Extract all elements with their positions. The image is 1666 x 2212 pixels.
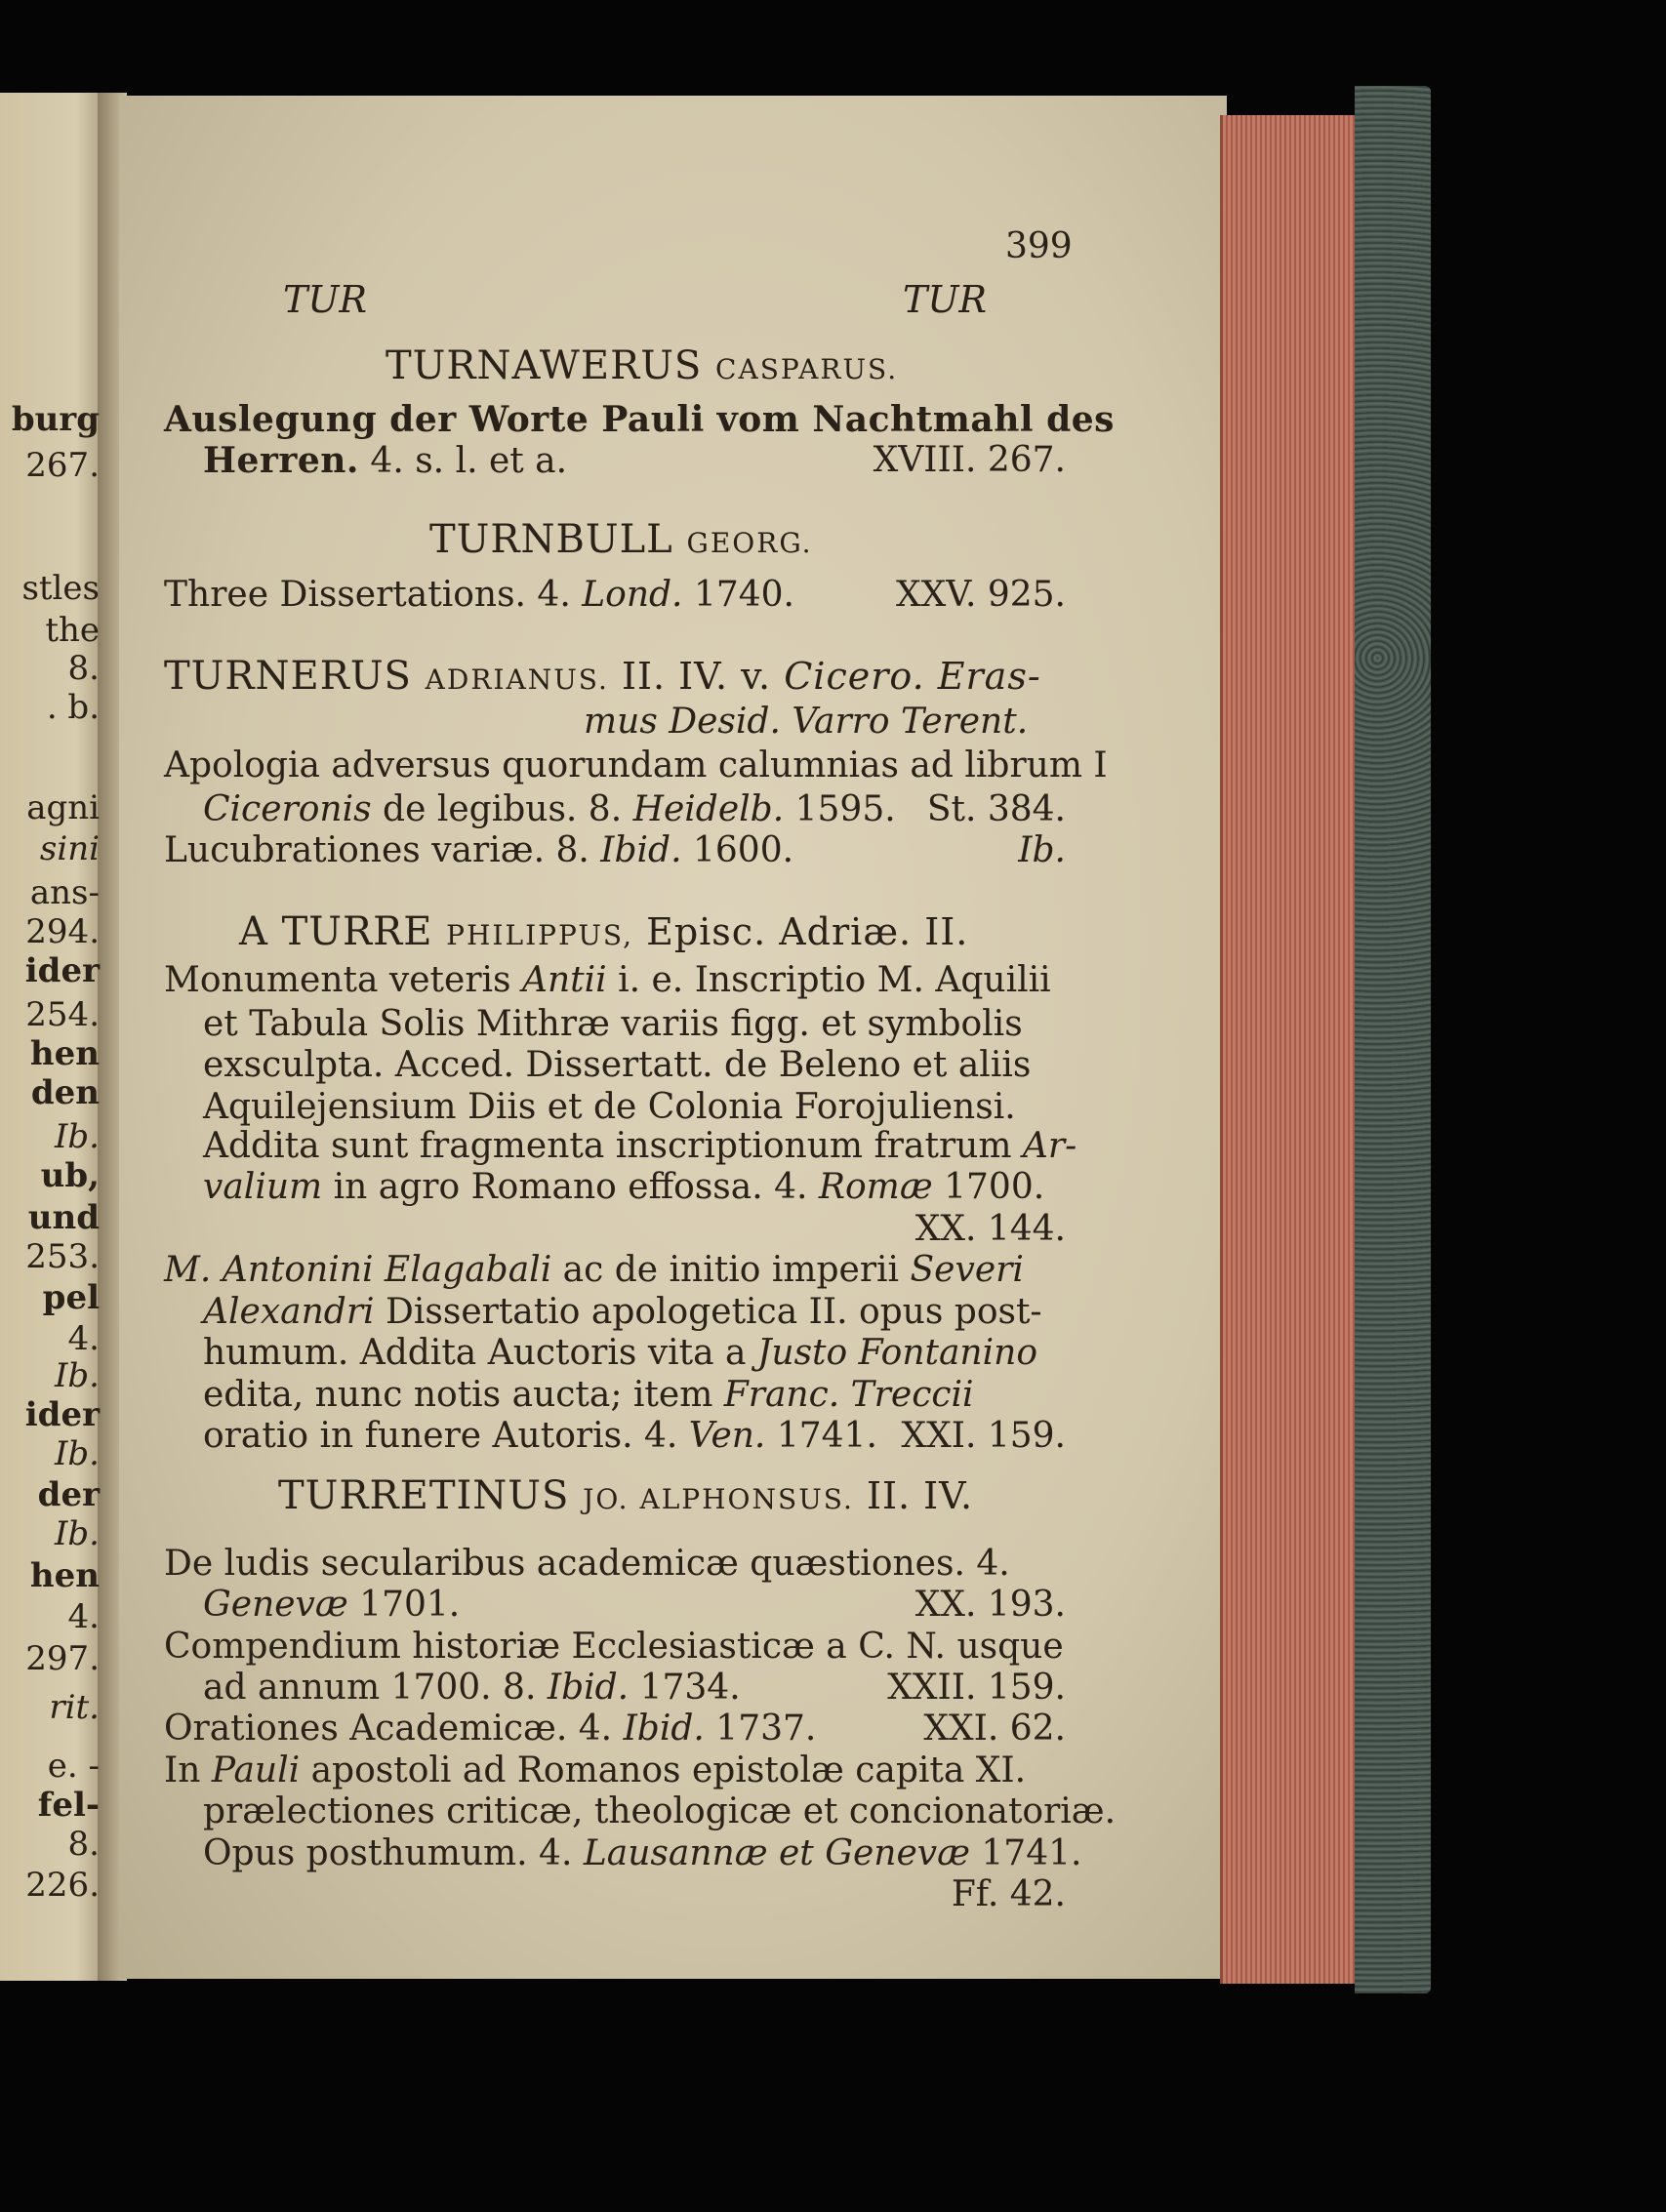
left-page-fragment: 4.	[67, 1319, 100, 1358]
entry-line	[164, 1251, 1066, 1290]
left-page-fragment: den	[30, 1073, 100, 1112]
entry-text: Compendium historiæ Ecclesiasticæ a C. N. usque	[164, 1627, 1064, 1667]
citation-ref: XXI. 62.	[923, 1709, 1066, 1749]
entry-line	[164, 576, 1066, 615]
entry-heading	[386, 343, 898, 388]
author-forename: PHILIPPUS,	[446, 919, 633, 951]
entry-text: 1740.	[682, 575, 795, 615]
entry-text: Aquilejensium Diis et de Colonia Forojuliensi.	[203, 1087, 1016, 1127]
heading-note: Episc. Adriæ. II.	[633, 910, 969, 953]
entry-heading	[429, 517, 813, 562]
entry-text: mus Desid. Varro Terent.	[584, 702, 1029, 742]
entry-line	[164, 745, 1108, 785]
entry-heading	[278, 1473, 973, 1518]
entry-text: Justo Fontanino	[756, 1333, 1037, 1373]
entry-line	[203, 1126, 1077, 1166]
left-page-fragment: ub,	[40, 1156, 100, 1195]
entry-line	[203, 1168, 1066, 1207]
entry-text: Lond.	[582, 575, 683, 615]
left-page-fragment: agni	[26, 788, 100, 827]
citation-ref: Ib.	[1018, 830, 1066, 870]
citation-ref: XX. 144.	[914, 1209, 1066, 1249]
citation-ref: St. 384.	[926, 789, 1066, 829]
entry-text: In	[164, 1750, 212, 1790]
citation-ref: XXII. 159.	[887, 1668, 1066, 1708]
citation-ref: XX. 193.	[914, 1585, 1066, 1625]
entry-heading	[239, 909, 968, 954]
left-page-fragment: hen	[29, 1034, 100, 1073]
running-head-left: TUR	[283, 278, 367, 321]
left-page-fragment: Ib.	[54, 1514, 100, 1553]
book-cover	[1355, 86, 1431, 1993]
left-page-fragment: 254.	[25, 995, 100, 1034]
page-number: 399	[1005, 226, 1073, 266]
left-page-fragment: 267.	[25, 446, 100, 485]
entry-text: in agro Romano effossa. 4.	[322, 1167, 819, 1207]
entry-line	[203, 790, 1066, 829]
author-surname: TURNBULL	[429, 517, 673, 562]
entry-line	[164, 1628, 1066, 1667]
heading-note: Cicero. Eras-	[784, 655, 1041, 698]
entry-line	[164, 1875, 1066, 1914]
left-page-fragment: sini	[39, 829, 100, 868]
left-page-fragment: 297.	[25, 1639, 100, 1678]
entry-text: M. Antonini Elagabali	[164, 1250, 552, 1290]
entry-text: 4. s. l. et a.	[358, 441, 568, 481]
entry-text: Dissertatio apologetica II. opus post-	[374, 1292, 1042, 1332]
entry-text: ac de initio imperii	[551, 1250, 911, 1290]
author-surname: TURRETINUS	[278, 1473, 570, 1518]
entry-line	[164, 1751, 1066, 1790]
citation-ref: Ff. 42.	[951, 1874, 1066, 1914]
entry-text: valium	[203, 1167, 323, 1207]
entry-text: Lausannæ et Genevæ	[583, 1833, 970, 1873]
entry-line	[164, 831, 1066, 870]
entry-text: Herren.	[203, 440, 359, 481]
entry-line	[203, 441, 1066, 481]
left-page-fragment: 253.	[25, 1237, 100, 1276]
entry-text: 1600.	[681, 830, 794, 870]
citation-ref: XVIII. 267.	[873, 440, 1066, 480]
left-page-fragment: burg	[11, 400, 100, 439]
left-page-fragment: fel-	[37, 1786, 100, 1825]
entry-text: Orationes Academicæ. 4.	[164, 1709, 624, 1749]
author-forename: JO. ALPHONSUS.	[583, 1483, 854, 1515]
entry-line	[203, 1005, 1066, 1044]
entry-text: 1737.	[704, 1709, 817, 1749]
entry-text: 1595.	[784, 789, 896, 829]
entry-text: Addita sunt fragmenta inscriptionum fratrum	[203, 1126, 1023, 1166]
entry-text: Ibid.	[600, 830, 682, 870]
entry-text: Opus posthumum. 4.	[203, 1833, 584, 1873]
entry-text: apostoli ad Romanos epistolæ capita XI.	[300, 1750, 1027, 1790]
entry-text: 1741.	[765, 1416, 877, 1456]
left-page-fragment: ans-	[29, 873, 100, 912]
left-page-fragment: . b.	[46, 688, 100, 727]
entry-text: edita, nunc notis aucta; item	[203, 1375, 724, 1415]
entry-line	[203, 1088, 1066, 1127]
citation-ref: XXI. 159.	[901, 1416, 1066, 1456]
entry-line	[164, 961, 1066, 1000]
running-head-right: TUR	[903, 278, 987, 321]
entry-text: Antii	[521, 960, 607, 1000]
left-page-fragment: Ib.	[54, 1117, 100, 1156]
author-surname: TURNERUS	[164, 654, 412, 699]
entry-text: Lucubrationes variæ. 8.	[164, 830, 601, 870]
entry-line	[164, 399, 1115, 440]
entry-text: 1734.	[629, 1668, 741, 1708]
left-page-fragment: 4.	[67, 1597, 100, 1636]
entry-line	[164, 1709, 1066, 1749]
entry-text: Ar-	[1022, 1126, 1077, 1166]
left-page-fragment: ider	[24, 1395, 100, 1434]
left-page-fragment: ider	[24, 951, 100, 990]
entry-line	[203, 1586, 1066, 1625]
entry-line	[203, 1791, 1117, 1831]
left-page-fragment: stles	[21, 569, 100, 608]
entry-text: oratio in funere Autoris. 4.	[203, 1416, 689, 1456]
entry-text: Auslegung der Worte Pauli vom Nachtmahl des	[164, 399, 1115, 440]
left-page-fragment: 8.	[67, 1825, 100, 1864]
entry-text: Franc. Treccii	[723, 1375, 974, 1415]
heading-note: II. IV.	[853, 1474, 974, 1517]
entry-text: 1701.	[347, 1585, 461, 1625]
entry-text: Three Dissertations. 4.	[164, 575, 583, 615]
left-page-fragment: e. -	[47, 1747, 100, 1786]
entry-line	[164, 1545, 1066, 1584]
author-surname: A TURRE	[239, 909, 433, 954]
author-surname: TURNAWERUS	[386, 343, 703, 388]
entry-text: Genevæ	[203, 1585, 348, 1625]
entry-text: Apologia adversus quorundam calumnias ad librum I	[164, 745, 1108, 785]
entry-text: Ibid.	[623, 1709, 705, 1749]
left-page-fragment: der	[37, 1475, 100, 1514]
entry-text: ad annum 1700. 8.	[203, 1668, 548, 1708]
entry-line	[203, 1417, 1066, 1456]
entry-line	[203, 1376, 1066, 1415]
author-forename: ADRIANUS.	[425, 664, 609, 696]
entry-text: humum. Addita Auctoris vita a	[203, 1333, 757, 1373]
left-page-fragment: hen	[29, 1556, 100, 1595]
left-page-fragment: Ib.	[54, 1356, 100, 1395]
entry-line	[584, 703, 1066, 742]
entry-text: De ludis secularibus academicæ quæstiones. 4.	[164, 1544, 1010, 1584]
left-page-fragment: pel	[42, 1278, 100, 1317]
entry-text: 1741.	[969, 1833, 1082, 1873]
author-forename: GEORG.	[686, 527, 813, 559]
entry-text: prælectiones criticæ, theologicæ et concionatoriæ.	[203, 1791, 1117, 1831]
heading-note: II. IV. v.	[608, 655, 785, 698]
left-page-fragment: und	[27, 1198, 100, 1237]
entry-line	[203, 1334, 1066, 1373]
left-page-fragment: 8.	[67, 649, 100, 688]
entry-line	[203, 1046, 1066, 1085]
entry-text: Ciceronis	[203, 789, 372, 829]
entry-text: Heidelb.	[632, 789, 785, 829]
left-page-fragment: 294.	[25, 912, 100, 951]
entry-text: Monumenta veteris	[164, 960, 522, 1000]
entry-text: Ven.	[688, 1416, 766, 1456]
entry-text: i. e. Inscriptio M. Aquilii	[606, 960, 1051, 1000]
entry-text: Romæ	[818, 1167, 933, 1207]
left-page-fragment: rit.	[49, 1688, 100, 1727]
left-page-fragment: Ib.	[54, 1434, 100, 1473]
entry-line	[164, 1210, 1066, 1249]
entry-text: 1700.	[932, 1167, 1045, 1207]
entry-text: exsculpta. Acced. Dissertatt. de Beleno et aliis	[203, 1045, 1032, 1085]
author-forename: CASPARUS.	[715, 353, 899, 385]
citation-ref: XXV. 925.	[895, 575, 1066, 615]
entry-text: Ibid.	[547, 1668, 630, 1708]
entry-line	[203, 1833, 1082, 1873]
entry-heading	[164, 654, 1041, 699]
left-page-fragment: 226.	[25, 1866, 100, 1905]
entry-text: Alexandri	[203, 1292, 375, 1332]
entry-text: de legibus. 8.	[371, 789, 633, 829]
entry-text: et Tabula Solis Mithræ variis figg. et symbolis	[203, 1004, 1023, 1044]
entry-text: Severi	[910, 1250, 1024, 1290]
entry-line	[203, 1669, 1066, 1708]
left-page-fragment: the	[45, 611, 100, 650]
page-edges	[1220, 115, 1360, 1984]
entry-text: Pauli	[211, 1750, 301, 1790]
entry-line	[203, 1293, 1066, 1332]
